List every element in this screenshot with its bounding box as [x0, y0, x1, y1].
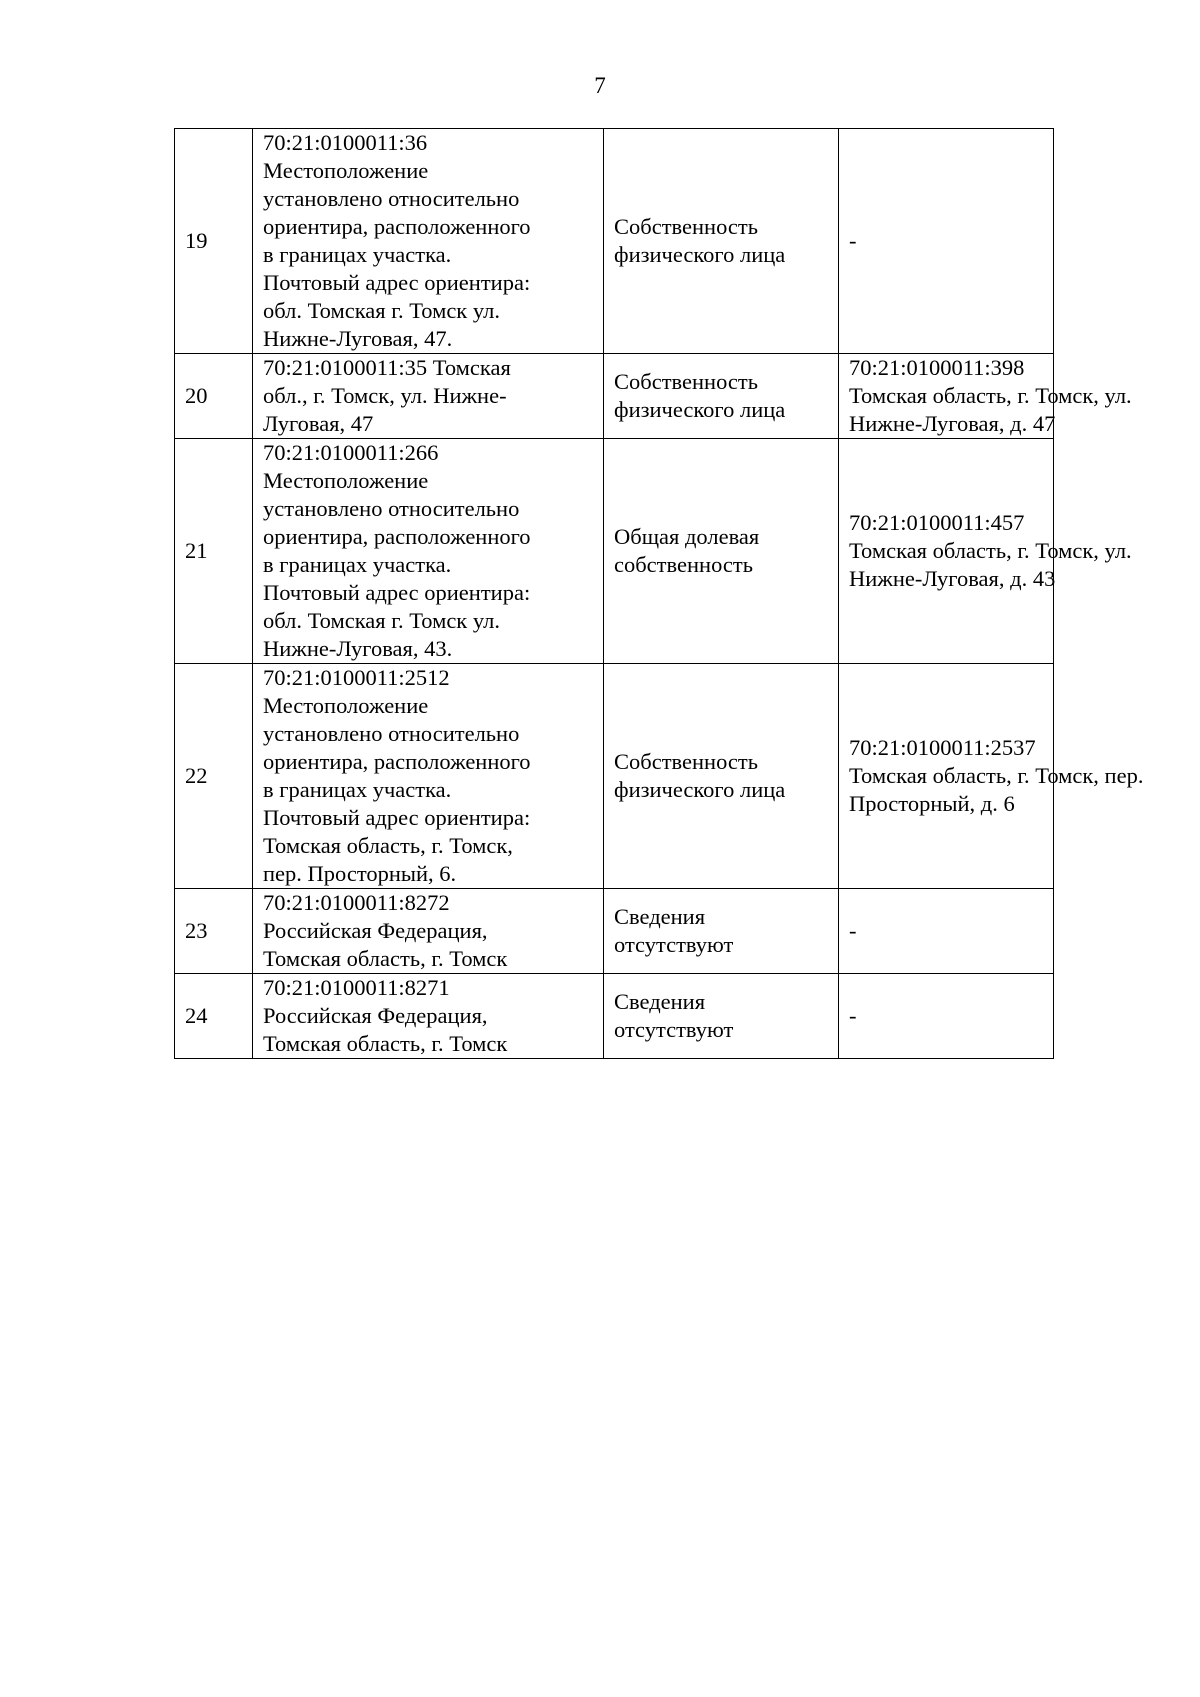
cell-text-line: физического лица — [614, 242, 786, 267]
cell-text-line: Местоположение — [263, 693, 429, 718]
cell-text-line: обл. Томская г. Томск ул. — [263, 608, 500, 633]
cell-text-line: Нижне-Луговая, д. 47 — [849, 411, 1056, 436]
cell-text-line: обл., г. Томск, ул. Нижне- — [263, 383, 507, 408]
building-cell — [839, 439, 1132, 664]
row-number-cell — [175, 889, 253, 974]
building-cell — [839, 664, 1144, 889]
row-number: 21 — [185, 538, 208, 563]
table-row — [175, 664, 1054, 889]
cell-text-line: установлено относительно — [263, 186, 520, 211]
cell-text-line: Собственность — [614, 214, 758, 239]
cell-text-line: физического лица — [614, 397, 786, 422]
parcel-cell — [253, 664, 604, 889]
cell-text-line: Томская область, г. Томск, ул. — [849, 538, 1132, 563]
table-row — [175, 889, 1054, 974]
cell-text-line: Просторный, д. 6 — [849, 791, 1015, 816]
cell-text-line: 70:21:0100011:266 — [263, 440, 439, 465]
cell-text-line: Нижне-Луговая, д. 43 — [849, 566, 1056, 591]
ownership-cell — [604, 354, 839, 439]
cell-text-line: 70:21:0100011:2512 — [263, 665, 450, 690]
row-number: 22 — [185, 763, 208, 788]
parcel-cell — [253, 889, 604, 974]
parcel-cell — [253, 439, 604, 664]
cell-text-line: Собственность — [614, 749, 758, 774]
table-row — [175, 129, 1054, 354]
cell-text-line: физического лица — [614, 777, 786, 802]
cell-text-line: в границах участка. — [263, 777, 452, 802]
building-cell — [839, 889, 1054, 974]
page-number: 7 — [594, 73, 606, 98]
row-number-cell — [175, 354, 253, 439]
cell-text-line: Российская Федерация, — [263, 918, 488, 943]
cell-text-line: ориентира, расположенного — [263, 749, 531, 774]
cell-text-line: Собственность — [614, 369, 758, 394]
cell-text-line: Сведения — [614, 989, 706, 1014]
cell-text-line: Томская область, г. Томск — [263, 1031, 508, 1056]
cell-text-line: Почтовый адрес ориентира: — [263, 580, 531, 605]
cell-text-line: 70:21:0100011:8272 — [263, 890, 450, 915]
cell-text-line: установлено относительно — [263, 496, 520, 521]
cell-text-line: в границах участка. — [263, 552, 452, 577]
cell-text-line: Местоположение — [263, 468, 429, 493]
cell-text-line: в границах участка. — [263, 242, 452, 267]
cell-text-line: пер. Просторный, 6. — [263, 861, 457, 886]
cell-text-line: Почтовый адрес ориентира: — [263, 805, 531, 830]
ownership-cell — [604, 664, 839, 889]
cell-text-line: Томская область, г. Томск, ул. — [849, 383, 1132, 408]
cell-text-line: Сведения — [614, 904, 706, 929]
ownership-cell — [604, 129, 839, 354]
cell-text-line: установлено относительно — [263, 721, 520, 746]
cell-text-line: 70:21:0100011:398 — [849, 355, 1025, 380]
cell-text-line: Томская область, г. Томск, пер. — [849, 763, 1144, 788]
row-number: 19 — [185, 228, 208, 253]
cell-text-line: Почтовый адрес ориентира: — [263, 270, 531, 295]
cell-text-line: Луговая, 47 — [263, 411, 374, 436]
ownership-cell — [604, 974, 839, 1059]
cell-text-line: Местоположение — [263, 158, 429, 183]
ownership-cell — [604, 439, 839, 664]
building-cell — [839, 354, 1132, 439]
land-register-table — [174, 128, 1144, 1059]
cell-text-line: 70:21:0100011:8271 — [263, 975, 450, 1000]
cell-text-line: - — [849, 918, 857, 943]
table-row — [175, 354, 1054, 439]
cell-text-line: 70:21:0100011:36 — [263, 130, 428, 155]
row-number: 23 — [185, 918, 208, 943]
parcel-cell — [253, 974, 604, 1059]
cell-text-line: Российская Федерация, — [263, 1003, 488, 1028]
cell-text-line: отсутствуют — [614, 1017, 734, 1042]
cell-text-line: ориентира, расположенного — [263, 214, 531, 239]
row-number: 20 — [185, 383, 208, 408]
parcel-cell — [253, 129, 604, 354]
cell-text-line: 70:21:0100011:35 Томская — [263, 355, 511, 380]
building-cell — [839, 129, 1054, 354]
row-number: 24 — [185, 1003, 208, 1028]
register-table-body — [175, 129, 1144, 1059]
cell-text-line: Общая долевая — [614, 524, 760, 549]
cell-text-line: Томская область, г. Томск, — [263, 833, 513, 858]
building-cell — [839, 974, 1054, 1059]
ownership-cell — [604, 889, 839, 974]
cell-text-line: Нижне-Луговая, 43. — [263, 636, 453, 661]
row-number-cell — [175, 129, 253, 354]
cell-text-line: Нижне-Луговая, 47. — [263, 326, 453, 351]
row-number-cell — [175, 439, 253, 664]
table-row — [175, 974, 1054, 1059]
cell-text-line: отсутствуют — [614, 932, 734, 957]
cell-text-line: обл. Томская г. Томск ул. — [263, 298, 500, 323]
row-number-cell — [175, 664, 253, 889]
cell-text-line: 70:21:0100011:457 — [849, 510, 1025, 535]
row-number-cell — [175, 974, 253, 1059]
cell-text-line: 70:21:0100011:2537 — [849, 735, 1036, 760]
cell-text-line: ориентира, расположенного — [263, 524, 531, 549]
cell-text-line: собственность — [614, 552, 753, 577]
cell-text-line: Томская область, г. Томск — [263, 946, 508, 971]
cell-text-line: - — [849, 1003, 857, 1028]
cell-text-line: - — [849, 228, 857, 253]
table-row — [175, 439, 1054, 664]
parcel-cell — [253, 354, 604, 439]
